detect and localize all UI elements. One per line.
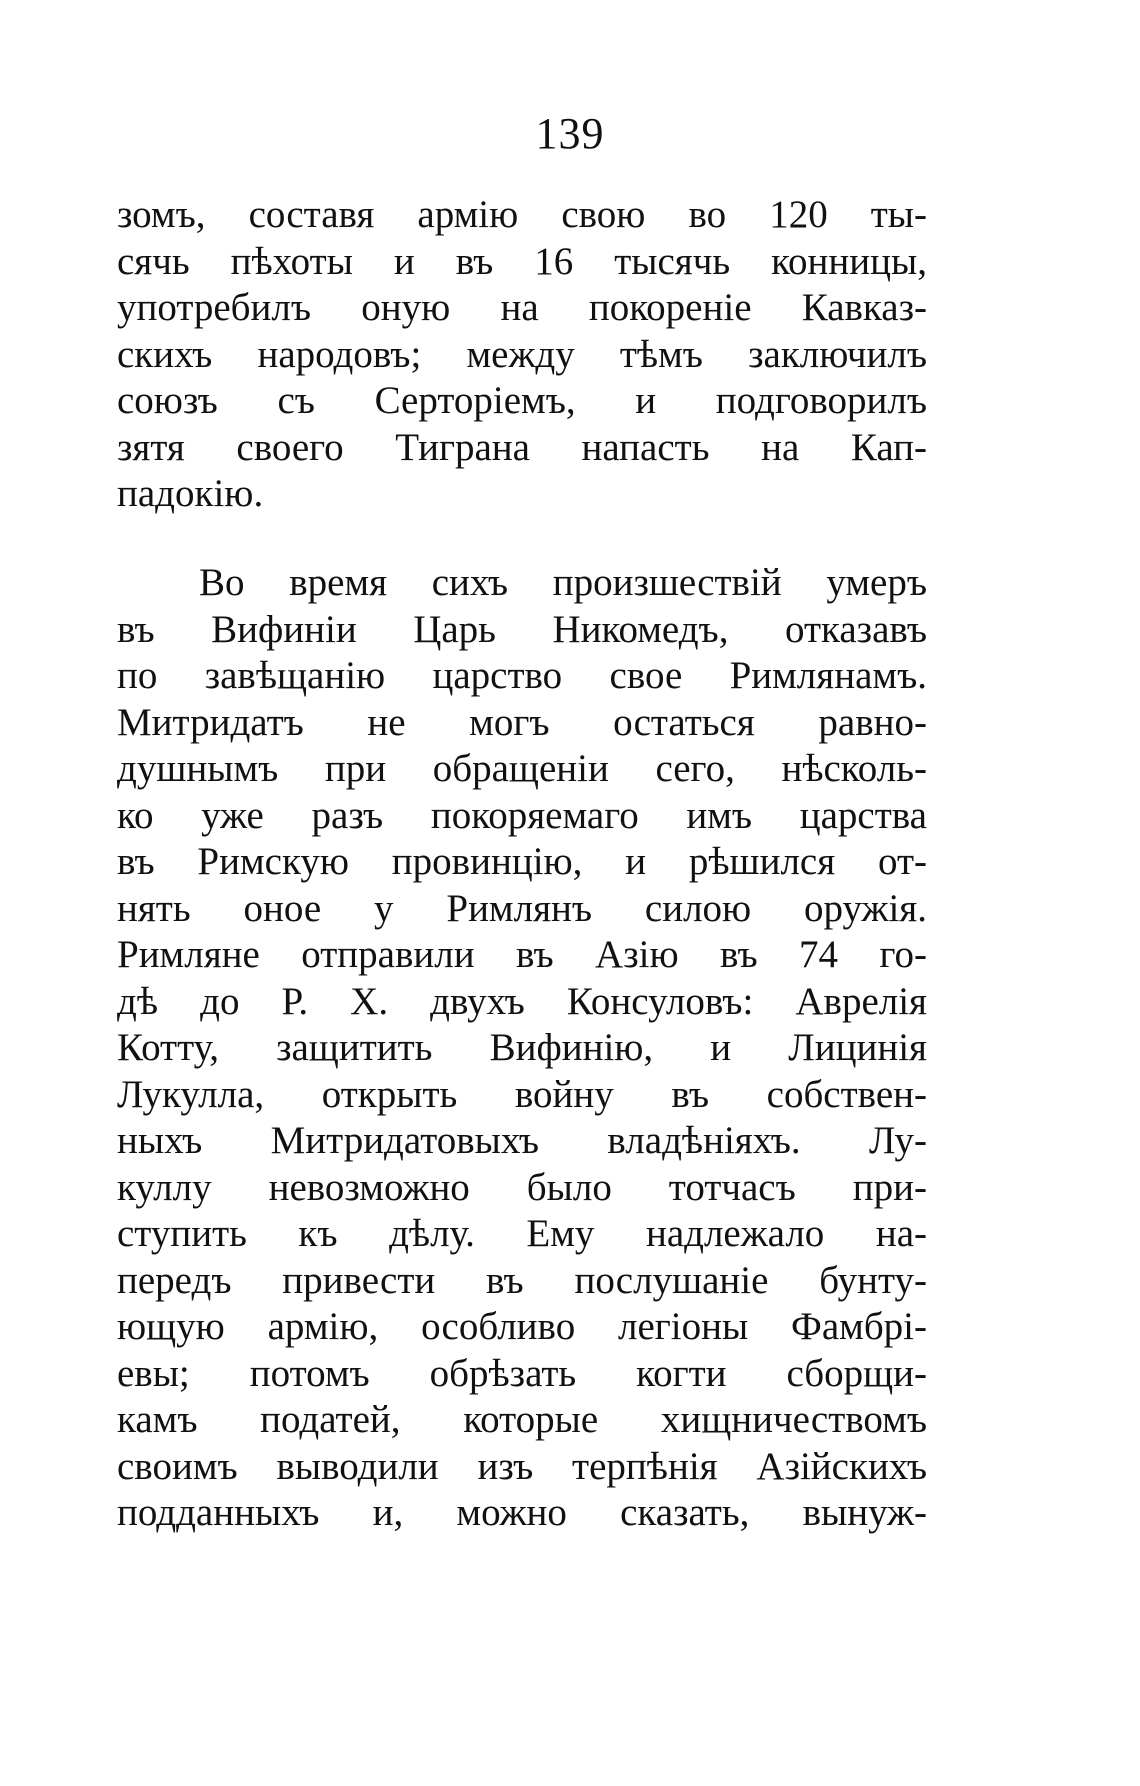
text-line: ющую армію, особливо легіоны Фамбрі- bbox=[117, 1305, 927, 1348]
text-line: нять оное у Римлянъ силою оружія. bbox=[117, 886, 927, 930]
text-line: душнымъ при обращеніи сего, нѣсколь- bbox=[117, 747, 927, 790]
text-line: дѣ до Р. Х. двухъ Консуловъ: Аврелія bbox=[117, 979, 927, 1023]
text-line: ныхъ Митридатовыхъ владѣніяхъ. Лу- bbox=[117, 1119, 927, 1162]
text-line: евы; потомъ обрѣзать когти сборщи- bbox=[117, 1351, 927, 1395]
text-line: въ Римскую провинцію, и рѣшился от- bbox=[117, 840, 927, 883]
text-line: сячь пѣхоты и въ 16 тысячь конницы, bbox=[117, 239, 927, 283]
paragraph-2 bbox=[117, 560, 927, 1537]
text-line: зомъ, составя армію свою во 120 ты- bbox=[117, 193, 927, 236]
text-line: употребилъ оную на покореніе Кавказ- bbox=[117, 286, 927, 329]
page-number: 139 bbox=[535, 109, 605, 158]
text-line: своимъ выводили изъ терпѣнія Азійскихъ bbox=[117, 1444, 927, 1488]
text-line: передъ привести въ послушаніе бунту- bbox=[117, 1258, 927, 1302]
text-line: Во время сихъ произшествій умеръ bbox=[199, 561, 927, 604]
text-line: Котту, защитить Вифинію, и Лицинія bbox=[117, 1026, 927, 1069]
text-line: камъ податей, которые хищничествомъ bbox=[117, 1398, 927, 1441]
text-line: падокію. bbox=[117, 472, 264, 515]
text-line: въ Вифиніи Царь Никомедъ, отказавъ bbox=[117, 607, 927, 651]
text-line: ко уже разъ покоряемаго имъ царства bbox=[117, 793, 927, 837]
text-line: куллу невозможно было тотчасъ при- bbox=[117, 1165, 927, 1209]
text-line: Римляне отправили въ Азію въ 74 го- bbox=[117, 933, 927, 976]
text-line: зятя своего Тиграна напасть на Кап- bbox=[117, 425, 927, 469]
text-line: Лукулла, открыть войну въ собствен- bbox=[117, 1072, 927, 1116]
text-line: скихъ народовъ; между тѣмъ заключилъ bbox=[117, 332, 927, 376]
text-line: по завѣщанію царство свое Римлянамъ. bbox=[117, 654, 927, 697]
paragraph-1 bbox=[117, 192, 927, 518]
text-line: союзъ съ Серторіемъ, и подговорилъ bbox=[117, 379, 927, 422]
text-line: Митридатъ не могъ остаться равно- bbox=[117, 700, 927, 744]
text-line: подданныхъ и, можно сказать, вынуж- bbox=[117, 1491, 927, 1534]
text-line: ступить къ дѣлу. Ему надлежало на- bbox=[117, 1212, 927, 1255]
